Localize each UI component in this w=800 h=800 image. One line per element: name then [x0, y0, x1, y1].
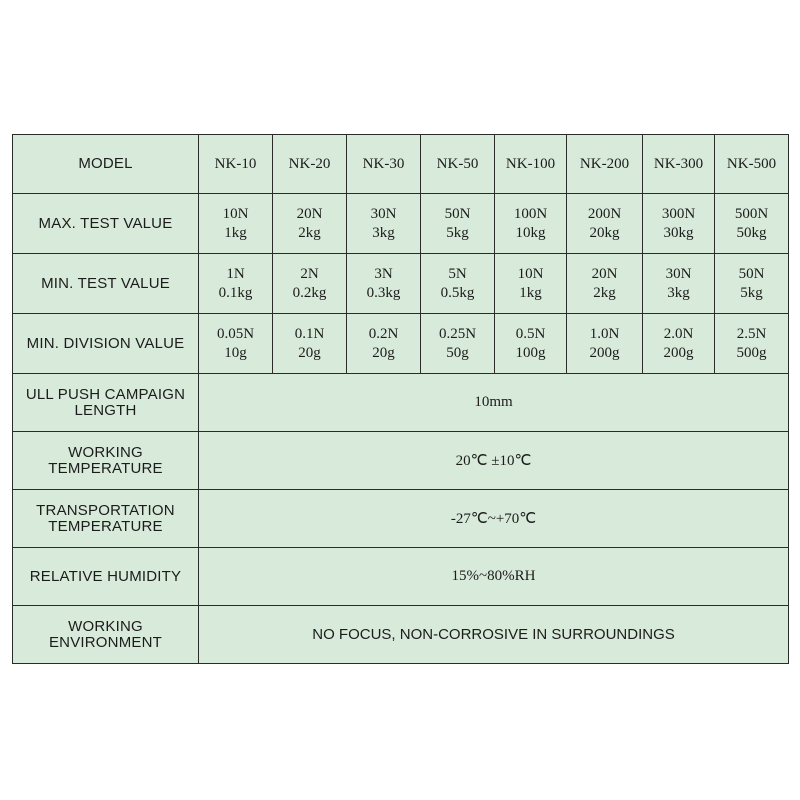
spanned-value: 15%~80%RH [199, 548, 789, 606]
value-cell: 0.05N 10g [199, 314, 273, 374]
row-label: RELATIVE HUMIDITY [13, 548, 199, 606]
spanned-value: 20℃ ±10℃ [199, 432, 789, 490]
spanned-value: -27℃~+70℃ [199, 490, 789, 548]
value-cell: 1.0N 200g [567, 314, 643, 374]
model-cell: NK-200 [567, 135, 643, 194]
specification-table [12, 134, 789, 664]
value-cell: 2N 0.2kg [273, 254, 347, 314]
value-cell: 20N 2kg [567, 254, 643, 314]
model-cell: NK-100 [495, 135, 567, 194]
value-cell: 50N 5kg [421, 194, 495, 254]
transportation-temperature-row [13, 490, 789, 548]
value-cell: 2.5N 500g [715, 314, 789, 374]
value-cell: 1N 0.1kg [199, 254, 273, 314]
relative-humidity-row [13, 548, 789, 606]
value-cell: 5N 0.5kg [421, 254, 495, 314]
row-label: MIN. TEST VALUE [13, 254, 199, 314]
model-cell: NK-30 [347, 135, 421, 194]
value-cell: 20N 2kg [273, 194, 347, 254]
spanned-value: NO FOCUS, NON-CORROSIVE IN SURROUNDINGS [199, 606, 789, 664]
row-label: TRANSPORTATION TEMPERATURE [13, 490, 199, 548]
model-cell: NK-300 [643, 135, 715, 194]
model-cell: NK-500 [715, 135, 789, 194]
value-cell: 30N 3kg [643, 254, 715, 314]
row-label: MAX. TEST VALUE [13, 194, 199, 254]
min-division-value-row [13, 314, 789, 374]
model-label: MODEL [13, 135, 199, 194]
value-cell: 500N 50kg [715, 194, 789, 254]
model-cell: NK-10 [199, 135, 273, 194]
max-test-value-row [13, 194, 789, 254]
working-temperature-row [13, 432, 789, 490]
row-label: WORKING ENVIRONMENT [13, 606, 199, 664]
value-cell: 50N 5kg [715, 254, 789, 314]
value-cell: 0.2N 20g [347, 314, 421, 374]
value-cell: 100N 10kg [495, 194, 567, 254]
value-cell: 10N 1kg [199, 194, 273, 254]
value-cell: 3N 0.3kg [347, 254, 421, 314]
row-label: WORKING TEMPERATURE [13, 432, 199, 490]
working-environment-row [13, 606, 789, 664]
value-cell: 0.5N 100g [495, 314, 567, 374]
model-cell: NK-20 [273, 135, 347, 194]
value-cell: 300N 30kg [643, 194, 715, 254]
value-cell: 10N 1kg [495, 254, 567, 314]
row-label: ULL PUSH CAMPAIGN LENGTH [13, 374, 199, 432]
spanned-value: 10mm [199, 374, 789, 432]
value-cell: 200N 20kg [567, 194, 643, 254]
model-cell: NK-50 [421, 135, 495, 194]
row-label: MIN. DIVISION VALUE [13, 314, 199, 374]
push-length-row [13, 374, 789, 432]
value-cell: 2.0N 200g [643, 314, 715, 374]
model-row [13, 135, 789, 194]
value-cell: 0.1N 20g [273, 314, 347, 374]
value-cell: 0.25N 50g [421, 314, 495, 374]
min-test-value-row [13, 254, 789, 314]
value-cell: 30N 3kg [347, 194, 421, 254]
